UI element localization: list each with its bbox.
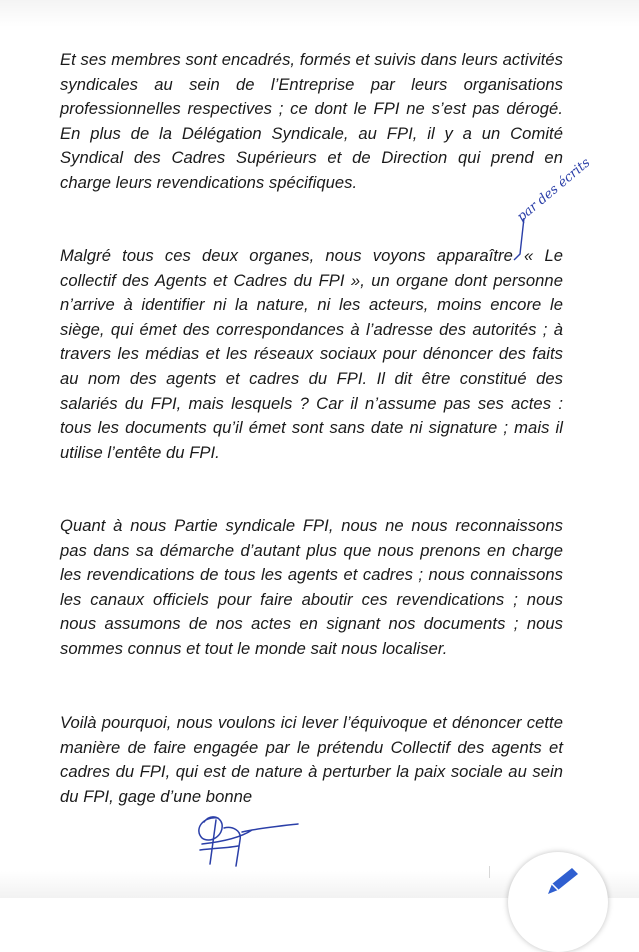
annotation-text: par des écrits [514,155,594,225]
edit-button[interactable] [508,852,608,952]
divider-mark [489,866,490,878]
handwritten-annotation [506,155,626,286]
signature-icon [180,808,320,874]
paragraph-4: Voilà pourquoi, nous voulons ici lever l’équivoque et dénoncer cette manière de faire engagée par le prétendu Collectif des agents et cadres du FPI, qui est de nature à perturber la paix sociale au sein du FPI, gage d’une bonne [60,713,563,806]
paragraph-2: Malgré tous ces deux organes, nous voyons apparaître « Le collectif des Agents et Cadres du FPI », un organe dont personne n’arrive à identifier ni la nature, ni les acteurs, moins encore le siège, qui émet des correspondances à l’adresse des autorités ; à travers les médias et les réseaux sociaux pour dénoncer des faits au nom des agents et cadres du FPI. Il dit être constitué des salariés du FPI, mais lesquels ? Car il n’assume pas ses actes : tous les documents qu’il émet sont sans date ni signature ; mais il utilise l’entête du FPI. [60,246,563,462]
pencil-icon [542,866,582,896]
paragraph-1: Et ses membres sont encadrés, formés et suivis dans leurs activités syndicales au sein de l’Entreprise par leurs organisations professionnelles respectives ; ce dont le FPI ne s’est pas dérogé. En plus de la Délégation Syndicale, au FPI, il y a un Comité Syndical des Cadres Supérieurs et de Direction qui prend en charge leurs revendications spécifiques. [60,50,563,192]
paragraph-3: Quant à nous Partie syndicale FPI, nous ne nous reconnaissons pas dans sa démarche d’autant plus que nous prenons en charge les revendications de tous les agents et cadres ; nous connaissons les canaux officiels pour faire aboutir ces revendications ; nous nous assumons de nos actes en signant nos documents ; nous sommes connus et tout le monde sait nous localiser. [60,516,563,658]
